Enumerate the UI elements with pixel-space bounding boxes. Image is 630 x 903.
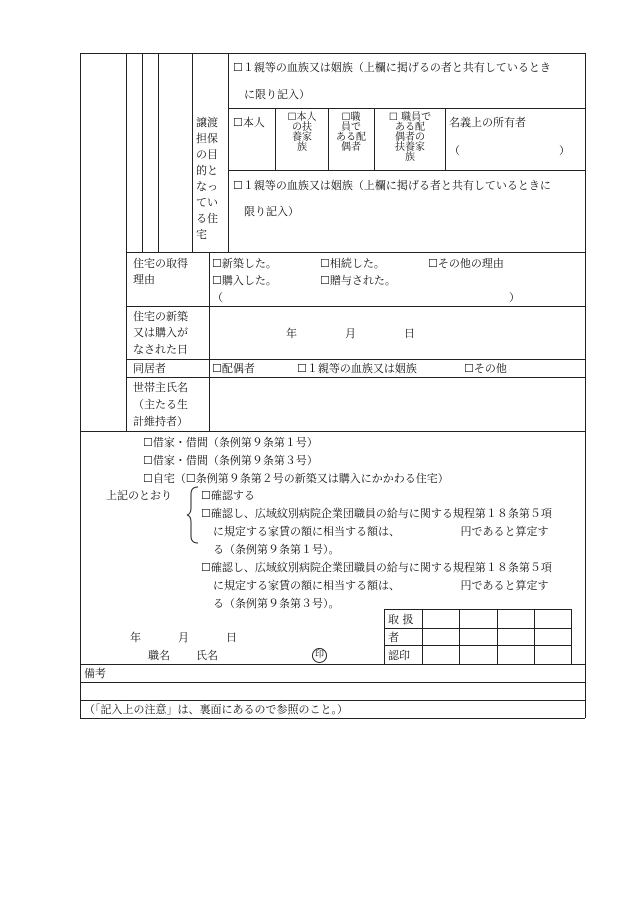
- rule: [228, 108, 585, 109]
- kin-option-text: に限り記入）: [244, 88, 310, 101]
- joto-label: [196, 115, 226, 243]
- rent-1-checkbox[interactable]: ☐借家・借間（条例第９条第１号）: [143, 436, 318, 449]
- option-line: 偶者: [341, 142, 361, 153]
- rule: [126, 377, 585, 378]
- rule: [534, 609, 535, 664]
- nominal-owner-label: 名義上の所有者: [449, 116, 526, 129]
- remarks-label: 備考: [84, 667, 106, 680]
- option-line: ある配: [336, 132, 366, 143]
- confirm-year: 年: [130, 631, 141, 644]
- label-line: 譲渡: [196, 116, 218, 129]
- date-month: 月: [345, 327, 356, 340]
- householder-label: 計維持者）: [133, 415, 188, 428]
- label-line: る住: [196, 212, 218, 225]
- rule: [209, 252, 210, 431]
- rule: [384, 609, 385, 664]
- rule: [374, 108, 375, 170]
- option-line: 養家: [292, 132, 312, 143]
- rule: [571, 609, 572, 664]
- rule: [80, 664, 585, 665]
- cohabit-kin-checkbox[interactable]: ☐１親等の血族又は姻族: [297, 362, 417, 375]
- option-line: ☐ 職員で: [388, 112, 432, 123]
- handler-label: 者: [388, 631, 399, 644]
- date-label: 又は購入が: [133, 326, 188, 339]
- rule: [80, 53, 585, 54]
- confirm-checkbox[interactable]: ☐確認する: [201, 489, 255, 502]
- rule: [384, 609, 571, 610]
- date-label: なされた日: [133, 343, 188, 356]
- rule: [80, 700, 585, 701]
- rule: [142, 53, 143, 252]
- acquire-other-checkbox[interactable]: ☐その他の理由: [428, 257, 504, 270]
- label-line: なっ: [196, 180, 218, 193]
- rule: [80, 53, 81, 718]
- label-line: てい: [196, 196, 218, 209]
- confirm-calc-3-text: る（条例第９条第３号）。: [213, 597, 340, 610]
- brace-icon: [186, 486, 200, 544]
- householder-label: （主たる生: [133, 398, 188, 411]
- seal-icon: 印: [312, 648, 327, 663]
- rule: [126, 53, 127, 431]
- confirm-calc-1-text: る（条例第９条第１号）。: [213, 543, 340, 556]
- confirm-calc-3-checkbox[interactable]: ☐確認し、広域紋別病院企業団職員の給与に関する規程第１８条第５項: [201, 561, 552, 574]
- rule: [80, 682, 585, 683]
- option-line: 員で: [341, 122, 361, 133]
- rule: [445, 108, 446, 170]
- acquire-gift-checkbox[interactable]: ☐贈与された。: [320, 274, 396, 287]
- rule: [422, 609, 423, 664]
- rule: [80, 718, 585, 719]
- rule: [275, 108, 276, 170]
- confirm-day: 日: [226, 631, 237, 644]
- label-line: 宅: [196, 228, 207, 241]
- rule: [126, 252, 585, 253]
- confirm-calc-3-text: に規定する家賃の額に相当する額は、 円であると算定す: [213, 579, 549, 592]
- label-line: の目: [196, 148, 218, 161]
- option-line: 族: [297, 142, 307, 153]
- label-line: 的と: [196, 164, 218, 177]
- nominal-owner-field[interactable]: （ ）: [449, 144, 570, 157]
- footer-note: （「記入上の注意」は、裏面にあるので参照のこと。）: [84, 703, 348, 716]
- confirm-calc-1-checkbox[interactable]: ☐確認し、広域紋別病院企業団職員の給与に関する規程第１８条第５項: [201, 507, 552, 520]
- rule: [384, 628, 571, 629]
- date-label: 住宅の新築: [133, 310, 188, 323]
- acquire-buy-checkbox[interactable]: ☐購入した。: [212, 274, 277, 287]
- rule: [228, 53, 229, 252]
- householder-label: 世帯主氏名: [133, 381, 188, 394]
- rule: [158, 53, 159, 252]
- handler-label: 認印: [388, 649, 410, 662]
- date-day: 日: [404, 327, 415, 340]
- option-line: の扶: [292, 122, 312, 133]
- cohabit-label: 同居者: [133, 362, 166, 375]
- confirm-month: 月: [178, 631, 189, 644]
- as-above-label: 上記のとおり: [106, 489, 172, 502]
- name-label: 氏名: [196, 649, 218, 662]
- rule: [497, 609, 498, 664]
- rule: [126, 359, 585, 360]
- confirm-calc-1-text: に規定する家賃の額に相当する額は、 円であると算定す: [213, 525, 549, 538]
- date-year: 年: [286, 327, 297, 340]
- acquire-label: 住宅の取得: [133, 257, 188, 270]
- option-line: ある配: [395, 122, 425, 133]
- option-line: 偶者の: [395, 132, 425, 143]
- owner-option-dependent-family[interactable]: [277, 113, 327, 153]
- kin-option-text: ☐１親等の血族又は姻族（上欄に掲げる者と共有しているときに: [233, 179, 551, 192]
- option-line: ☐職: [341, 112, 361, 123]
- acquire-new-checkbox[interactable]: ☐新築した。: [212, 257, 277, 270]
- cohabit-spouse-checkbox[interactable]: ☐配偶者: [212, 362, 255, 375]
- label-line: 担保: [196, 132, 218, 145]
- rule: [126, 306, 585, 307]
- rule: [228, 170, 585, 171]
- owner-option-spouse[interactable]: [329, 113, 373, 153]
- rule: [80, 431, 585, 432]
- post-label: 職名: [148, 649, 170, 662]
- owner-option-self[interactable]: ☐本人: [233, 116, 265, 129]
- kin-option-text: 限り記入）: [244, 205, 299, 218]
- acquire-other-field[interactable]: （ ）: [212, 291, 520, 304]
- option-line: 扶養家: [395, 142, 425, 153]
- owner-option-spouse-dependent[interactable]: [376, 113, 444, 163]
- rule: [459, 609, 460, 664]
- rule: [192, 53, 193, 252]
- option-line: ☐本人: [287, 112, 317, 123]
- rent-3-checkbox[interactable]: ☐借家・借間（条例第９条第３号）: [143, 454, 318, 467]
- rule: [585, 53, 586, 718]
- acquire-inherit-checkbox[interactable]: ☐相続した。: [320, 257, 385, 270]
- handler-label: 取 扱: [388, 613, 414, 626]
- own-house-checkbox[interactable]: ☐自宅（☐条例第９条第２号の新築又は購入にかかわる住宅）: [143, 472, 449, 485]
- acquire-label: 理由: [133, 273, 155, 286]
- kin-option-text: ☐１親等の血族又は姻族（上欄に掲げるの者と共有しているとき: [233, 61, 551, 74]
- option-line: 族: [405, 152, 415, 163]
- rule: [384, 645, 571, 646]
- cohabit-other-checkbox[interactable]: ☐その他: [464, 362, 507, 375]
